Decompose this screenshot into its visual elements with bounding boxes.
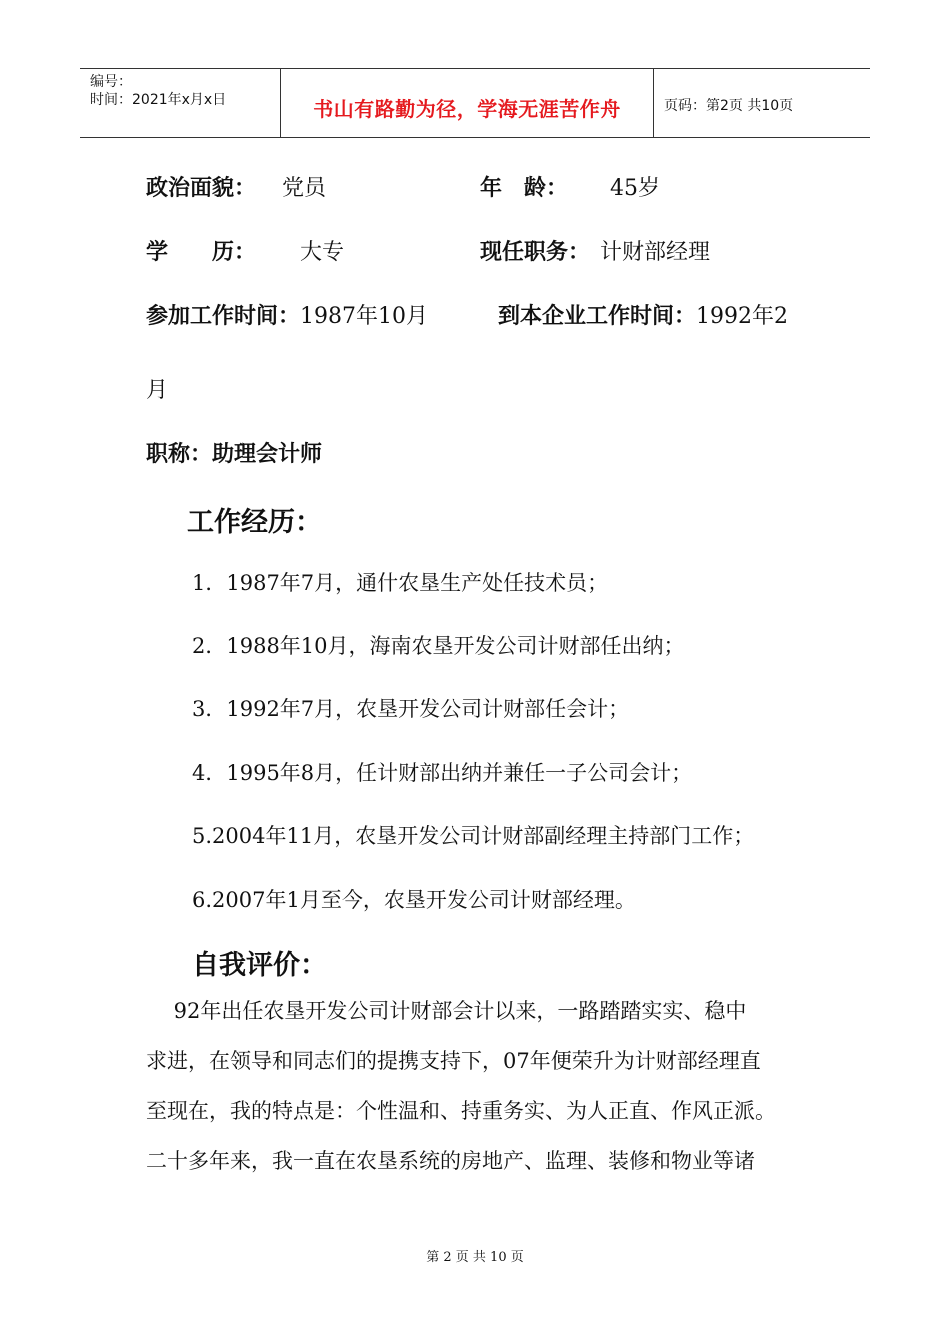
paragraph-line: 二十多年来，我一直在农垦系统的房地产、监理、装修和物业等诸	[146, 1149, 755, 1173]
page-footer: 第 2 页 共 10 页	[426, 1250, 524, 1265]
page-header	[80, 68, 870, 138]
political-field	[146, 171, 326, 202]
experience-item: 4．1995年8月，任计财部出纳并兼任一子公司会计；	[192, 761, 693, 785]
company-start-wrap: 月	[146, 378, 169, 403]
political-value: 党员	[282, 176, 327, 201]
work-start-value: 1987年10月	[300, 304, 428, 329]
position-value: 计财部经理	[600, 240, 711, 265]
work-start-label: 参加工作时间：	[146, 304, 301, 329]
political-label: 政治面貌：	[146, 176, 257, 201]
motto: 书山有路勤为径，学海无涯苦作舟	[313, 97, 621, 121]
position-label: 现任职务：	[480, 240, 591, 265]
paragraph-line: 求进，在领导和同志们的提携支持下，07年便荣升为计财部经理直	[146, 1049, 761, 1073]
company-start-field	[498, 299, 788, 330]
experience-item: 1．1987年7月，通什农垦生产处任技术员；	[192, 571, 609, 595]
header-motto-cell	[281, 69, 654, 137]
header-meta-cell	[80, 69, 281, 137]
education-value: 大专	[300, 240, 345, 265]
work-start-field	[146, 299, 428, 330]
education-label: 学 历：	[146, 240, 257, 265]
date-line: 时间：2021年x月x日	[90, 92, 227, 108]
professional-title: 职称：助理会计师	[146, 442, 323, 467]
experience-item: 2．1988年10月，海南农垦开发公司计财部任出纳；	[192, 634, 685, 658]
self-eval-heading: 自我评价：	[192, 950, 327, 981]
number-label: 编号：	[90, 74, 132, 90]
position-field	[480, 235, 710, 266]
experience-heading: 工作经历：	[187, 507, 322, 538]
age-field	[480, 171, 660, 202]
paragraph-line: 至现在，我的特点是：个性温和、持重务实、为人正直、作风正派。	[146, 1099, 776, 1123]
paragraph-line: 92年出任农垦开发公司计财部会计以来，一路踏踏实实、稳中	[146, 999, 747, 1023]
age-label: 年 龄：	[480, 176, 569, 201]
company-start-label: 到本企业工作时间：	[498, 304, 697, 329]
experience-item: 3．1992年7月，农垦开发公司计财部任会计；	[192, 697, 630, 721]
experience-item: 5.2004年11月，农垦开发公司计财部副经理主持部门工作；	[192, 824, 755, 848]
age-value: 45岁	[610, 176, 661, 201]
header-page-cell	[654, 69, 870, 137]
education-field	[146, 235, 344, 266]
experience-item: 6.2007年1月至今，农垦开发公司计财部经理。	[192, 888, 636, 912]
page-info: 页码：第2页 共10页	[664, 98, 794, 114]
company-start-value: 1992年2	[696, 304, 789, 329]
